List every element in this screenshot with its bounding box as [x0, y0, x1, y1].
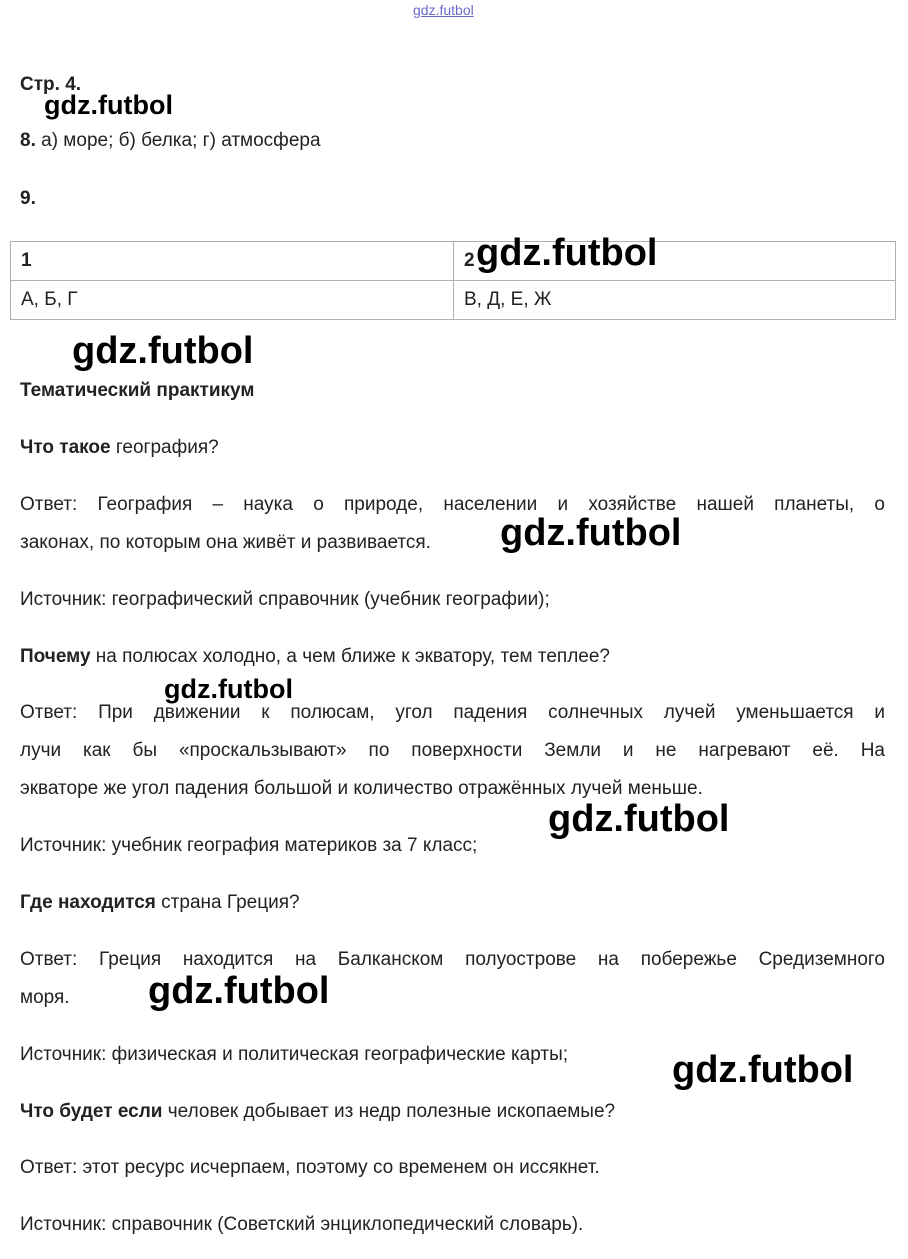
answer-1-line-2: законах, по которым она живёт и развивается.: [20, 532, 431, 553]
question-4-keyword: Что будет если: [20, 1101, 163, 1122]
question-1-keyword: Что такое: [20, 437, 111, 458]
watermark: gdz.futbol: [164, 674, 293, 704]
watermark: gdz.futbol: [72, 330, 254, 372]
answer-2-line-1: Ответ: При движении к полюсам, угол падения солнечных лучей уменьшается и: [20, 702, 885, 723]
watermark: gdz.futbol: [148, 970, 330, 1012]
table-header-row: [11, 242, 896, 281]
question-1-text: география?: [110, 437, 219, 458]
task-8-number: 8.: [20, 130, 36, 151]
watermark: gdz.futbol: [548, 798, 730, 840]
answer-4: Ответ: этот ресурс исчерпаем, поэтому со временем он иссякнет.: [20, 1157, 600, 1178]
page-label: Стр. 4.: [20, 74, 82, 95]
question-2-keyword: Почему: [20, 646, 91, 667]
source-4: Источник: справочник (Советский энциклопедический словарь).: [20, 1214, 584, 1235]
table-header-cell: 1: [11, 242, 454, 281]
question-3: [20, 892, 300, 914]
watermark: gdz.futbol: [672, 1049, 854, 1091]
table-header-cell: 2: [454, 242, 896, 281]
question-4: [20, 1101, 615, 1123]
question-4-text: человек добывает из недр полезные ископаемые?: [162, 1101, 616, 1122]
table-row: [11, 281, 896, 320]
source-1: Источник: географический справочник (учебник географии);: [20, 589, 550, 610]
table-cell: В, Д, Е, Ж: [454, 281, 896, 320]
task-8-text: а) море; б) белка; г) атмосфера: [35, 130, 321, 151]
watermark: gdz.futbol: [476, 232, 658, 274]
task-8: [20, 130, 321, 152]
answer-table: [10, 241, 896, 320]
answer-2-line-3: экваторе же угол падения большой и количество отражённых лучей меньше.: [20, 778, 703, 799]
question-3-keyword: Где находится: [20, 892, 156, 913]
answer-3-line-1: Ответ: Греция находится на Балканском полуострове на побережье Средиземного: [20, 949, 885, 970]
question-1: [20, 437, 219, 459]
watermark-link[interactable]: gdz.futbol: [413, 2, 474, 18]
task-9-number: 9.: [20, 188, 36, 209]
question-2-text: на полюсах холодно, а чем ближе к экватору, тем теплее?: [90, 646, 611, 667]
watermark: gdz.futbol: [44, 90, 173, 120]
source-2: Источник: учебник география материков за 7 класс;: [20, 835, 478, 856]
answer-1-line-1: Ответ: География – наука о природе, населении и хозяйстве нашей планеты, о: [20, 494, 885, 515]
section-title: Тематический практикум: [20, 380, 255, 401]
table-cell: А, Б, Г: [11, 281, 454, 320]
watermark: gdz.futbol: [500, 512, 682, 554]
question-2: [20, 646, 610, 668]
answer-3-line-2: моря.: [20, 987, 70, 1008]
source-3: Источник: физическая и политическая географические карты;: [20, 1044, 569, 1065]
question-3-text: страна Греция?: [155, 892, 300, 913]
answer-2-line-2: лучи как бы «проскальзывают» по поверхности Земли и не нагревают её. На: [20, 740, 885, 761]
